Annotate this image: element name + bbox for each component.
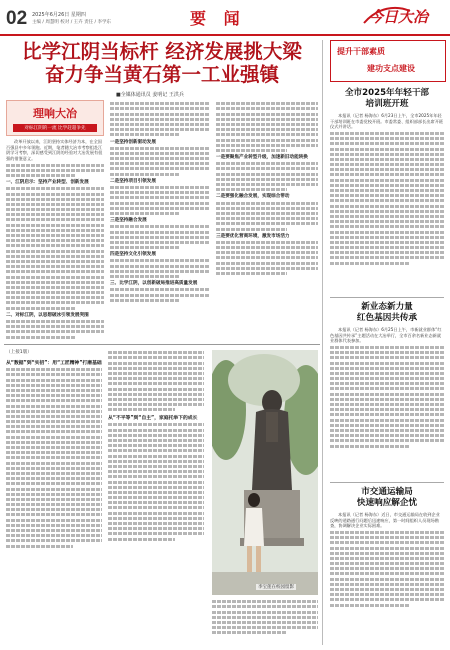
continuation-label: （上接1版） <box>6 350 32 355</box>
sub-heading-projects: 二是坚持项目引领发展 <box>110 178 156 184</box>
byline: ■全媒体通讯员 姜明记 王洪兵 <box>116 92 184 98</box>
sub-heading-innovation: 一是坚持创新驱动发展 <box>110 139 156 145</box>
section-heading-1: 一、江阴启示：坚持产业转型、创新发展 <box>6 180 89 186</box>
headline <box>4 40 320 86</box>
slogan-line-2: 建功支点建设 <box>367 63 415 73</box>
article-column-2 <box>110 100 210 304</box>
article-photo <box>212 350 318 595</box>
banner-subtitle: 对标江阴的一流 比学赶超争先 <box>13 124 97 132</box>
masthead <box>0 0 450 38</box>
slogan-banner <box>330 40 446 82</box>
banner-title: 理响大冶 <box>33 107 77 120</box>
article-column-3 <box>216 100 318 277</box>
section-heading-2: 二、对标江阴，以思想破冰引领发展突围 <box>6 312 89 318</box>
photo-caption: 李宝莲在校园留影 <box>258 585 294 590</box>
article-column-1 <box>6 100 104 341</box>
story-1-title-line-2: 培训班开班 <box>365 99 409 109</box>
logo-text: 今日大冶 <box>368 8 429 26</box>
sub-heading-business-env: 三是要优化营商环境，激发市场活力 <box>216 233 290 239</box>
lower-article-col-1 <box>6 349 102 550</box>
statue-portrait-image <box>212 350 318 595</box>
story-2-text: 本报讯（记者 杨海东）6月25日上午，市新就业群体“红色基因共传承”主题活动在大冶举行，全市百余名新业态新就业群体代表参加。 <box>330 327 442 344</box>
lower-article-col-3 <box>212 598 318 637</box>
article-divider <box>4 344 320 345</box>
staff-line: 主编 / 周慧明 校对 / 王卉 责任 / 李学东 <box>32 20 111 25</box>
story-3-text: 本报讯（记者 杨海东）近日，市交通运输局在收到企业反映的道路通行问题后迅速响应，第一时间组织人员现场勘查，协调解决企业实际困难。 <box>330 512 440 529</box>
sub-heading-coordination: 二是要强化融合发展，实现综合带动 <box>216 194 290 200</box>
story-2-title-line-2: 红色基因共传承 <box>356 313 418 323</box>
sub-heading-culture: 四是坚持文化引领发展 <box>110 252 156 258</box>
story-1-title-line-1: 全市2025年年轻干部 <box>344 88 430 98</box>
right-story-1 <box>330 88 444 267</box>
theory-banner <box>6 100 104 136</box>
right-story-2 <box>330 302 444 450</box>
sub-heading-integration: 三是坚持融合发展 <box>110 218 147 224</box>
story-divider-1 <box>330 297 444 298</box>
headline-line-2: 奋力争当黄石第一工业强镇 <box>44 63 279 86</box>
story-divider-2 <box>330 482 444 483</box>
newspaper-logo <box>360 3 446 29</box>
right-story-3 <box>330 487 444 609</box>
masthead-rule <box>0 34 450 36</box>
sub-heading-upgrade: 一是要聚焦产业转型升级，加速新旧动能转换 <box>216 155 308 161</box>
intro-paragraph: 改革开放以来，江阴坚持实体经济为本，在全国百强县中多年领跑。近期，笔者随大冶市考察组赴江阴学习考察，深切感受到江阴的经验对大冶发展有很强的借鉴意义。 <box>6 139 103 161</box>
lower-heading-2: 从“不平等”到“自主”，家庭托举下的成长 <box>108 416 198 422</box>
date-line: 2025年6月26日 星期四 <box>32 12 86 18</box>
section-title: 要 闻 <box>190 9 246 28</box>
page-number: 02 <box>6 8 28 29</box>
section-heading-3: 三、比学江阴，以创新破局推进高质量发展 <box>110 281 198 287</box>
story-3-title-line-1: 市交通运输局 <box>361 487 413 497</box>
slogan-line-1: 提升干部素质 <box>337 46 385 56</box>
story-3-title-line-2: 快速响应解企忧 <box>356 498 418 508</box>
story-1-text: 本报讯（记者 杨海东）6月23日上午，全市2025年年轻干部培训班在市委党校开班。市委常委、组织部部长出席开班仪式并讲话。 <box>330 113 444 130</box>
headline-line-1: 比学江阴当标杆 经济发展挑大梁 <box>22 40 302 63</box>
column-divider <box>322 40 323 645</box>
lower-article-col-2 <box>108 349 204 543</box>
lower-heading-1: 从“数据”到“实招”：用“工匠精神”打磨基础 <box>6 361 102 366</box>
story-2-title-line-1: 新业态新力量 <box>361 302 413 312</box>
